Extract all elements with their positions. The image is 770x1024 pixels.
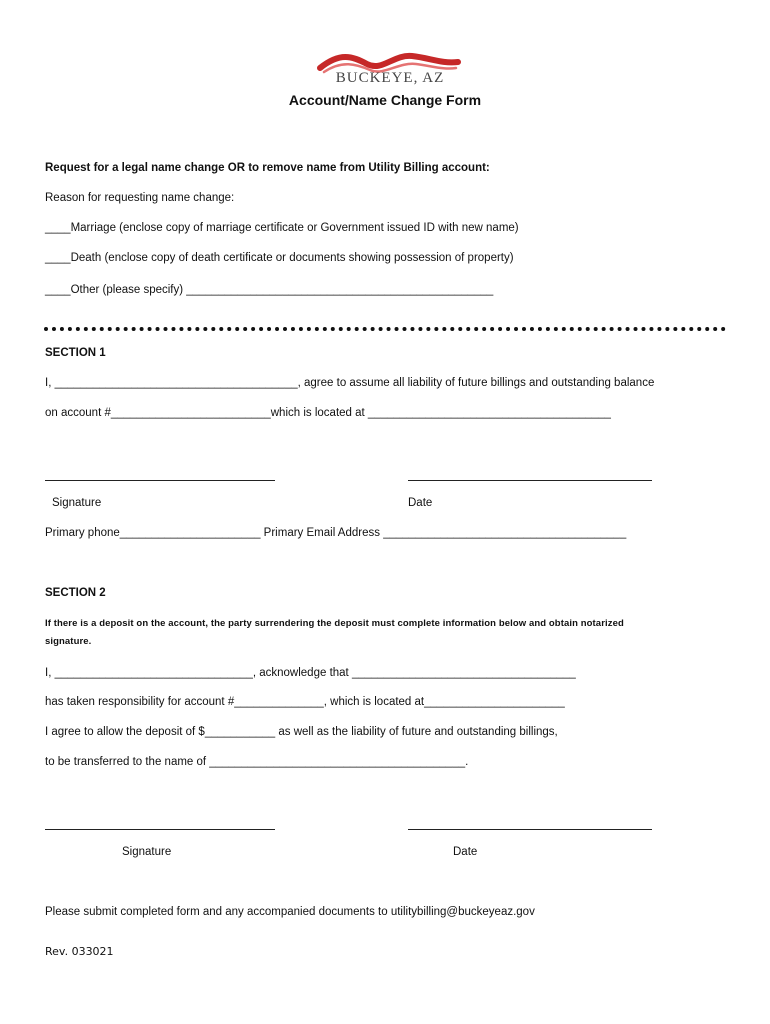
- section2-notice-line1: If there is a deposit on the account, the party surrendering the deposit must complete information below and obtain notarized: [45, 618, 624, 629]
- section2-line1[interactable]: I, _______________________________, acknowledge that ___________________________________: [45, 667, 576, 679]
- section1-date-line[interactable]: [408, 480, 652, 481]
- section2-notice-line2: signature.: [45, 636, 92, 647]
- section1-phone-email[interactable]: Primary phone______________________ Primary Email Address ______________________________________: [45, 527, 627, 539]
- section2-date-line[interactable]: [408, 829, 652, 830]
- section1-line2[interactable]: on account #_________________________which is located at ______________________________________: [45, 407, 611, 419]
- section1-heading: SECTION 1: [45, 347, 106, 359]
- request-heading: Request for a legal name change OR to remove name from Utility Billing account:: [45, 162, 490, 174]
- section1-date-label: Date: [408, 497, 433, 509]
- section2-line3[interactable]: I agree to allow the deposit of $___________ as well as the liability of future and outstanding billings,: [45, 726, 558, 738]
- option-marriage[interactable]: ____Marriage (enclose copy of marriage certificate or Government issued ID with new name): [45, 222, 519, 234]
- option-other[interactable]: ____Other (please specify) ________________________________________________: [45, 284, 494, 296]
- section2-line4[interactable]: to be transferred to the name of ________________________________________.: [45, 756, 469, 768]
- revision-code: Rev. 033021: [45, 945, 114, 958]
- section2-date-label: Date: [453, 846, 478, 858]
- section1-signature-label: Signature: [52, 497, 102, 509]
- section1-line1[interactable]: I, ______________________________________, agree to assume all liability of future billings and outstanding balance: [45, 377, 655, 389]
- logo-text: BUCKEYE, AZ: [335, 70, 445, 86]
- page-title: Account/Name Change Form: [288, 92, 482, 108]
- reason-label: Reason for requesting name change:: [45, 192, 235, 204]
- section2-line2[interactable]: has taken responsibility for account #______________, which is located at______________________: [45, 696, 565, 708]
- section2-heading: SECTION 2: [45, 587, 106, 599]
- section2-signature-label: Signature: [122, 846, 172, 858]
- section2-signature-line[interactable]: [45, 829, 275, 830]
- submit-instructions: Please submit completed form and any accompanied documents to utilitybilling@buckeyeaz.gov: [45, 906, 535, 918]
- section1-signature-line[interactable]: [45, 480, 275, 481]
- option-death[interactable]: ____Death (enclose copy of death certificate or documents showing possession of property): [45, 252, 514, 264]
- section-divider: [44, 327, 726, 331]
